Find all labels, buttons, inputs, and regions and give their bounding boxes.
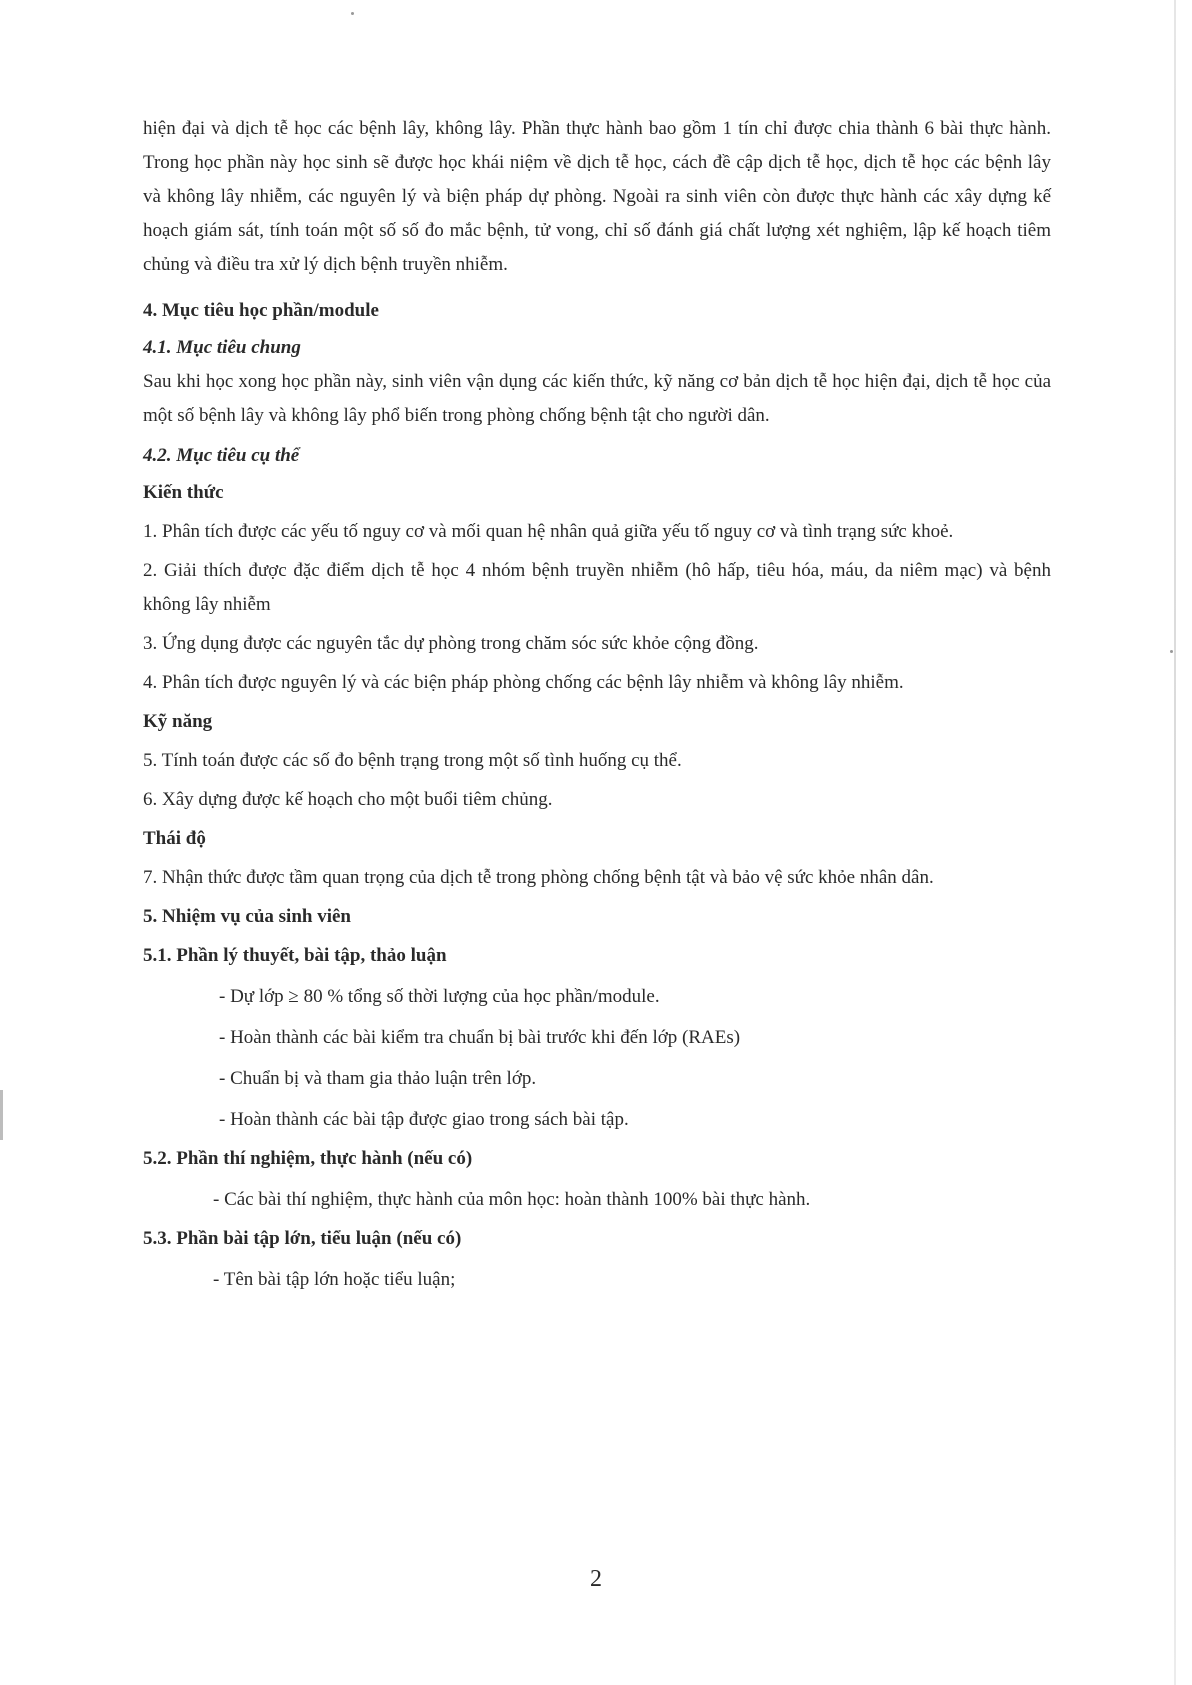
task-item: - Hoàn thành các bài tập được giao trong sách bài tập. xyxy=(219,1109,629,1130)
section-5-3-heading: 5.3. Phần bài tập lớn, tiểu luận (nếu có) xyxy=(143,1228,462,1249)
intro-paragraph: hiện đại và dịch tễ học các bệnh lây, không lây. Phần thực hành bao gồm 1 tín chỉ được chia thành 6 bài thực hành. Trong học phần này học sinh sẽ được học khái niệm về dịch tễ học, cách đề cập dịch tễ học, dịch tễ học các bệnh lây và không lây nhiễm, các nguyên lý và biện pháp dự phòng. Ngoài ra sinh viên còn được thực hành các xây dựng kế hoạch giám sát, tính toán một số số đo mắc bệnh, tử vong, chỉ số đánh giá chất lượng xét nghiệm, lập kế hoạch tiêm chủng và điều tra xử lý dịch bệnh truyền nhiễm. xyxy=(143,118,1051,275)
section-4-heading: 4. Mục tiêu học phần/module xyxy=(143,300,379,321)
objective-item: 4. Phân tích được nguyên lý và các biện pháp phòng chống các bệnh lây nhiễm và không lây nhiễm. xyxy=(143,672,904,693)
section-5-2-heading: 5.2. Phần thí nghiệm, thực hành (nếu có) xyxy=(143,1148,473,1169)
skills-heading: Kỹ năng xyxy=(143,711,213,732)
objective-item: 3. Ứng dụng được các nguyên tắc dự phòng trong chăm sóc sức khỏe cộng đồng. xyxy=(143,633,759,654)
page-number: 2 xyxy=(590,1566,602,1592)
attitude-heading: Thái độ xyxy=(143,828,206,849)
scan-speck xyxy=(351,12,354,15)
task-item: - Chuẩn bị và tham gia thảo luận trên lớp. xyxy=(219,1068,537,1089)
objective-item: 7. Nhận thức được tầm quan trọng của dịch tễ trong phòng chống bệnh tật và bảo vệ sức khỏe nhân dân. xyxy=(143,867,934,888)
section-5-heading: 5. Nhiệm vụ của sinh viên xyxy=(143,906,351,927)
general-objective-text: Sau khi học xong học phần này, sinh viên vận dụng các kiến thức, kỹ năng cơ bản dịch tễ học hiện đại, dịch tễ học của một số bệnh lây và không lây phổ biến trong phòng chống bệnh tật cho người dân. xyxy=(143,371,1051,426)
objective-item: 6. Xây dựng được kế hoạch cho một buổi tiêm chủng. xyxy=(143,789,553,810)
section-4-2-heading: 4.2. Mục tiêu cụ thể xyxy=(143,445,300,466)
scan-edge-line xyxy=(1174,0,1176,1685)
task-item: - Các bài thí nghiệm, thực hành của môn học: hoàn thành 100% bài thực hành. xyxy=(213,1189,811,1210)
task-item: - Dự lớp ≥ 80 % tổng số thời lượng của học phần/module. xyxy=(219,986,660,1007)
document-body xyxy=(143,112,1051,1297)
scan-speck xyxy=(1170,650,1173,653)
objective-item: 2. Giải thích được đặc điểm dịch tễ học 4 nhóm bệnh truyền nhiễm (hô hấp, tiêu hóa, máu, da niêm mạc) và bệnh không lây nhiễm xyxy=(143,560,1051,615)
task-item: - Tên bài tập lớn hoặc tiểu luận; xyxy=(213,1269,456,1290)
section-4-1-heading: 4.1. Mục tiêu chung xyxy=(143,337,301,358)
objective-item: 1. Phân tích được các yếu tố nguy cơ và mối quan hệ nhân quả giữa yếu tố nguy cơ và tình trạng sức khoẻ. xyxy=(143,521,954,542)
objective-item: 5. Tính toán được các số đo bệnh trạng trong một số tình huống cụ thể. xyxy=(143,750,682,771)
task-item: - Hoàn thành các bài kiểm tra chuẩn bị bài trước khi đến lớp (RAEs) xyxy=(219,1027,741,1048)
knowledge-heading: Kiến thức xyxy=(143,482,224,503)
section-5-1-heading: 5.1. Phần lý thuyết, bài tập, thảo luận xyxy=(143,945,447,966)
scan-edge-mark xyxy=(0,1090,3,1140)
